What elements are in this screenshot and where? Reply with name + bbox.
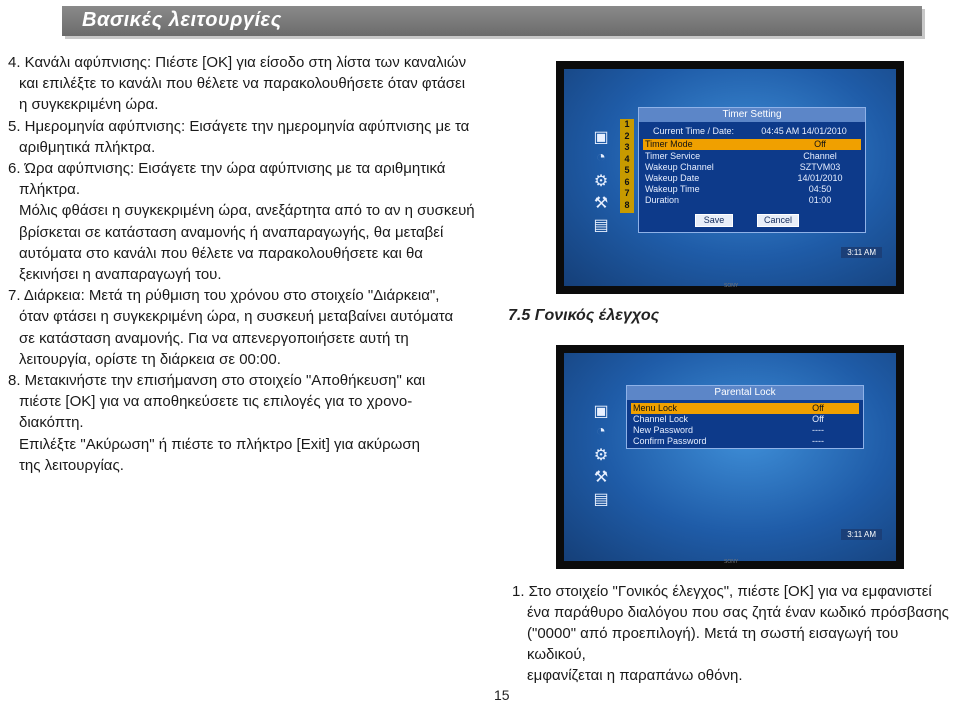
tools-icon: ⚒ [593,195,609,212]
monitor-icon: ▣ [593,129,609,146]
row-value: Channel [803,151,837,161]
row-value: Off [812,403,824,413]
item-number-column [620,119,634,213]
monitor-icon: ▣ [593,403,609,420]
clock-readout: 3:11 AM [841,529,882,540]
page-title: Βασικές λειτουργίες [82,9,282,31]
row-value: 01:00 [808,195,832,205]
film-clapper-icon: ▤ [593,491,609,508]
text-line: 6. Ώρα αφύπνισης: Εισάγετε την ώρα αφύπνισης με τα αριθμητικά [8,160,446,178]
text-line: της λειτουργίας. [19,456,124,474]
row-value: ---- [812,425,824,435]
save-button[interactable]: Save [695,214,733,227]
row-label: Timer Mode [645,139,693,149]
text-line: 5. Ημερομηνία αφύπνισης: Εισάγετε την ημερομηνία αφύπνισης με τα [8,117,470,135]
cancel-button[interactable]: Cancel [757,214,799,227]
row-label: Wakeup Date [645,173,700,183]
item-number: 5 [624,165,630,175]
satellite-dish-icon: ◔ [596,149,606,166]
row-value: ---- [812,436,824,446]
text-line: αριθμητικά πλήκτρα. [19,138,156,156]
menu-row-menu-lock[interactable] [631,403,859,414]
item-number: 8 [624,199,630,210]
text-line: 8. Μετακινήστε την επισήμανση στο στοιχείο "Αποθήκευση" και [8,372,426,390]
row-value: SZTVM03 [799,162,841,172]
text-line: ξεκινήσει η αναπαραγωγή του. [19,266,222,284]
current-time-value: 04:45 AM 14/01/2010 [761,126,847,136]
menu-row-wakeup-date[interactable] [643,173,861,184]
current-time-label: Current Time / Date: [653,126,735,136]
row-label: Duration [645,195,680,205]
text-line: σε κατάσταση αναμονής. Για να απενεργοποιήσετε αυτή τη [19,329,409,347]
menu-title: Timer Setting [639,108,865,122]
row-label: Menu Lock [633,403,678,413]
text-line: Μόλις φθάσει η συγκεκριμένη ώρα, ανεξάρτητα από το αν η συσκευή [19,202,475,220]
clock-readout: 3:11 AM [841,247,882,258]
menu-title: Parental Lock [627,386,863,400]
left-text-column [8,52,488,476]
page-number: 15 [494,687,510,703]
item-number: 1 [624,119,630,129]
text-line: βρίσκεται σε κατάσταση αναμονής ή αναπαραγωγής, θα μεταβεί [19,223,444,241]
text-line: πλήκτρα. [19,181,80,199]
gear-icon: ⚙ [593,173,609,190]
text-line: η συγκεκριμένη ώρα. [19,96,159,114]
brand-label: SONY [724,283,739,289]
menu-row-confirm-password[interactable] [631,436,859,447]
text-line: ("0000" από προεπιλογή). Μετά τη σωστή εισαγωγή του κωδικού, [527,625,899,663]
parental-lock-menu [626,385,864,449]
row-label: Channel Lock [633,414,689,424]
tv-screen [564,69,896,286]
row-value: Off [814,139,826,149]
text-line: αυτόματα στο κανάλι που θέλετε να παρακολουθήσετε και θα [19,244,423,262]
menu-row-wakeup-time[interactable] [643,184,861,195]
row-label: New Password [633,425,694,435]
item-number: 2 [624,130,630,141]
timer-setting-screenshot [556,61,904,294]
menu-row-channel-lock[interactable] [631,414,859,425]
menu-row-new-password[interactable] [631,425,859,436]
timer-setting-menu [638,107,866,233]
text-line: ένα παράθυρο διαλόγου που σας ζητά έναν κωδικό πρόσβασης [527,604,949,621]
section-title: 7.5 Γονικός έλεγχος [508,307,660,324]
current-time-row [643,126,861,137]
parental-lock-screenshot [556,345,904,569]
satellite-dish-icon: ◔ [596,423,606,440]
tv-screen [564,353,896,561]
text-line: 4. Κανάλι αφύπνισης: Πιέστε [OK] για είσοδο στη λίστα των καναλιών [8,54,467,71]
text-line: 1. Στο στοιχείο "Γονικός έλεγχος", πιέστε [OK] για να εμφανιστεί [512,583,932,600]
menu-row-timer-service[interactable] [643,151,861,162]
text-line: πιέστε [OK] για να αποθηκεύσετε τις επιλογές για το χρονο- [19,393,413,411]
menu-row-timer-mode[interactable] [643,139,861,150]
row-value: 04:50 [808,184,832,194]
tools-icon: ⚒ [593,469,609,486]
row-value: Off [812,414,824,424]
row-label: Wakeup Time [645,184,700,194]
menu-row-duration[interactable] [643,195,861,206]
item-number: 4 [624,153,630,164]
row-label: Confirm Password [633,436,707,446]
header-bar [62,6,922,36]
item-number: 7 [624,188,630,198]
row-label: Wakeup Channel [645,162,714,172]
row-label: Timer Service [645,151,701,161]
item-number: 3 [624,142,630,152]
gear-icon: ⚙ [593,447,609,464]
right-text-column [512,581,952,686]
text-line: Επιλέξτε "Ακύρωση" ή πιέστε το πλήκτρο [Exit] για ακύρωση [19,435,420,453]
text-line: λειτουργία, ορίστε τη διάρκεια σε 00:00. [19,350,281,368]
brand-label: SONY [724,559,739,565]
film-clapper-icon: ▤ [593,217,609,234]
text-line: και επιλέξτε το κανάλι που θέλετε να παρακολουθήσετε όταν φτάσει [19,75,466,93]
text-line: εμφανίζεται η παραπάνω οθόνη. [527,667,743,684]
item-number: 6 [624,176,630,187]
text-line: όταν φτάσει η συγκεκριμένη ώρα, η συσκευή μεταβαίνει αυτόματα [19,308,454,326]
menu-row-wakeup-channel[interactable] [643,162,861,173]
text-line: διακόπτη. [19,414,84,432]
text-line: 7. Διάρκεια: Μετά τη ρύθμιση του χρόνου στο στοιχείο "Διάρκεια", [8,287,440,305]
row-value: 14/01/2010 [797,173,843,183]
